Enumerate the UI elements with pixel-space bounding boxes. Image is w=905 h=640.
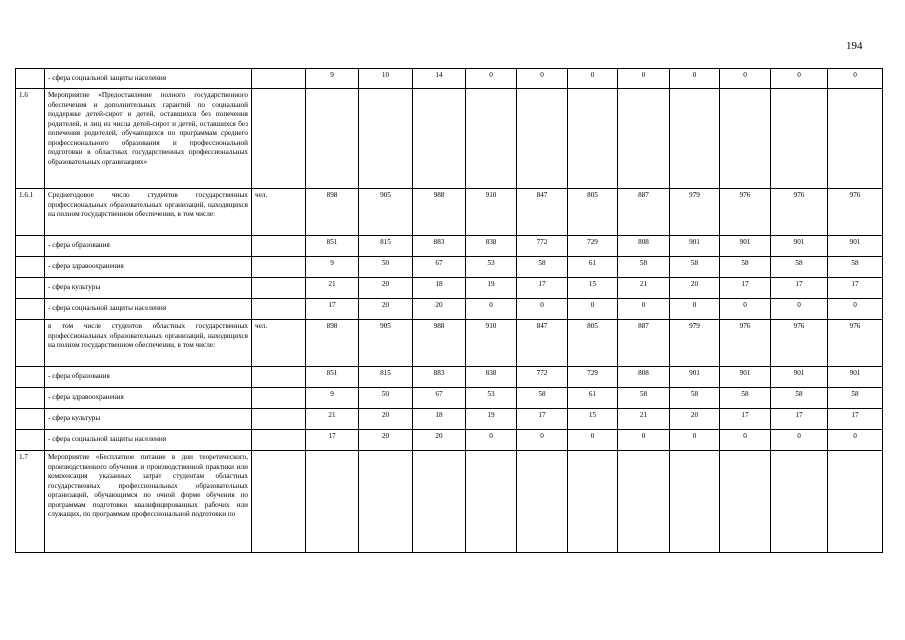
value-cell: 67	[413, 388, 466, 409]
value-cell: 988	[413, 320, 466, 367]
value-cell: 976	[771, 320, 828, 367]
value-cell: 20	[413, 299, 466, 320]
value-cell: 0	[568, 69, 618, 89]
value-cell: 838	[466, 236, 517, 257]
value-cell: 17	[771, 409, 828, 430]
row-unit-cell	[252, 278, 306, 299]
value-cell: 0	[517, 299, 568, 320]
value-cell: 0	[670, 430, 720, 451]
value-cell: 847	[517, 189, 568, 236]
value-cell: 0	[466, 430, 517, 451]
row-code-cell	[16, 409, 45, 430]
value-cell: 901	[771, 367, 828, 388]
value-cell: 58	[670, 388, 720, 409]
row-code-cell	[16, 299, 45, 320]
row-description-cell: Среднегодовое число студентов государственных профессиональных образовательных организаций, находящихся на полном государственном обеспечении, в том числе:	[45, 189, 252, 236]
value-cell: 901	[828, 367, 883, 388]
value-cell: 20	[670, 409, 720, 430]
value-cell	[466, 89, 517, 189]
value-cell: 910	[466, 189, 517, 236]
value-cell: 729	[568, 236, 618, 257]
value-cell: 17	[306, 430, 359, 451]
table-row	[16, 299, 883, 320]
table-row	[16, 257, 883, 278]
value-cell	[670, 89, 720, 189]
row-description-cell: - сфера социальной защиты населения	[45, 430, 252, 451]
table-row	[16, 236, 883, 257]
value-cell: 898	[306, 320, 359, 367]
value-cell: 979	[670, 189, 720, 236]
value-cell	[670, 451, 720, 553]
value-cell: 17	[720, 278, 771, 299]
value-cell: 905	[359, 189, 413, 236]
table-row	[16, 320, 883, 367]
page-number: 194	[846, 40, 863, 52]
value-cell: 21	[618, 409, 670, 430]
budget-indicators-table	[15, 68, 883, 553]
row-description-cell: - сфера образования	[45, 236, 252, 257]
row-unit-cell: чел.	[252, 320, 306, 367]
value-cell: 20	[359, 430, 413, 451]
value-cell: 67	[413, 257, 466, 278]
row-unit-cell	[252, 451, 306, 553]
value-cell: 883	[413, 367, 466, 388]
value-cell: 901	[720, 367, 771, 388]
value-cell: 0	[568, 299, 618, 320]
row-code-cell	[16, 388, 45, 409]
value-cell: 0	[828, 69, 883, 89]
row-unit-cell	[252, 299, 306, 320]
row-code-cell	[16, 367, 45, 388]
value-cell: 901	[771, 236, 828, 257]
value-cell: 20	[359, 299, 413, 320]
value-cell: 887	[618, 320, 670, 367]
value-cell: 9	[306, 257, 359, 278]
value-cell: 0	[517, 69, 568, 89]
value-cell	[828, 89, 883, 189]
row-description-cell: - сфера культуры	[45, 278, 252, 299]
value-cell: 58	[828, 388, 883, 409]
value-cell: 58	[828, 257, 883, 278]
value-cell: 53	[466, 388, 517, 409]
value-cell: 0	[720, 69, 771, 89]
row-unit-cell	[252, 388, 306, 409]
value-cell: 0	[466, 69, 517, 89]
value-cell: 14	[413, 69, 466, 89]
row-description-cell: - сфера культуры	[45, 409, 252, 430]
value-cell: 15	[568, 278, 618, 299]
value-cell: 851	[306, 236, 359, 257]
value-cell: 805	[568, 320, 618, 367]
row-code-cell	[16, 430, 45, 451]
value-cell: 19	[466, 409, 517, 430]
value-cell: 883	[413, 236, 466, 257]
value-cell: 898	[306, 189, 359, 236]
value-cell: 10	[359, 69, 413, 89]
value-cell: 21	[618, 278, 670, 299]
row-code-cell: 1.7	[16, 451, 45, 553]
value-cell: 0	[517, 430, 568, 451]
value-cell: 9	[306, 69, 359, 89]
value-cell	[828, 451, 883, 553]
value-cell: 729	[568, 367, 618, 388]
value-cell: 808	[618, 236, 670, 257]
value-cell: 21	[306, 409, 359, 430]
value-cell: 61	[568, 388, 618, 409]
value-cell: 976	[771, 189, 828, 236]
table-row	[16, 388, 883, 409]
value-cell	[771, 451, 828, 553]
value-cell: 0	[568, 430, 618, 451]
value-cell: 815	[359, 367, 413, 388]
value-cell: 20	[670, 278, 720, 299]
row-description-cell: Мероприятие «Бесплатное питание в дни теоретического, производственного обучения и производственной практики или компенсация указанных затрат студентам областных государственных профессиональных образовательных организаций, обучающимся по очной форме обучения по программам подготовки квалифицированных рабочих или служащих, по программам профессиональной подготовки по	[45, 451, 252, 553]
value-cell: 887	[618, 189, 670, 236]
table-row	[16, 409, 883, 430]
row-code-cell	[16, 69, 45, 89]
value-cell: 0	[670, 299, 720, 320]
row-code-cell: 1.6.1	[16, 189, 45, 236]
value-cell: 901	[670, 367, 720, 388]
value-cell: 50	[359, 257, 413, 278]
value-cell: 58	[618, 257, 670, 278]
table-row	[16, 189, 883, 236]
table-row	[16, 278, 883, 299]
value-cell: 0	[771, 299, 828, 320]
row-description-cell: - сфера здравоохранения	[45, 388, 252, 409]
value-cell: 0	[720, 299, 771, 320]
value-cell: 901	[828, 236, 883, 257]
value-cell: 0	[670, 69, 720, 89]
row-code-cell	[16, 278, 45, 299]
value-cell: 21	[306, 278, 359, 299]
value-cell	[306, 89, 359, 189]
value-cell: 58	[720, 257, 771, 278]
value-cell: 17	[828, 409, 883, 430]
value-cell	[568, 89, 618, 189]
value-cell: 0	[828, 430, 883, 451]
row-description-cell: в том числе студентов областных государственных профессиональных образовательных организаций, находящихся на полном государственном обеспечении, в том числе:	[45, 320, 252, 367]
value-cell: 53	[466, 257, 517, 278]
value-cell	[517, 451, 568, 553]
value-cell: 58	[517, 257, 568, 278]
table-row	[16, 69, 883, 89]
row-code-cell	[16, 236, 45, 257]
row-description-cell: - сфера здравоохранения	[45, 257, 252, 278]
value-cell: 18	[413, 409, 466, 430]
value-cell: 805	[568, 189, 618, 236]
value-cell: 772	[517, 367, 568, 388]
value-cell: 905	[359, 320, 413, 367]
value-cell: 20	[359, 409, 413, 430]
value-cell: 17	[517, 409, 568, 430]
row-unit-cell: чел.	[252, 189, 306, 236]
value-cell: 976	[720, 189, 771, 236]
value-cell: 17	[771, 278, 828, 299]
value-cell: 0	[771, 430, 828, 451]
value-cell: 976	[828, 189, 883, 236]
row-code-cell	[16, 320, 45, 367]
value-cell	[568, 451, 618, 553]
value-cell: 58	[771, 257, 828, 278]
value-cell: 17	[720, 409, 771, 430]
row-unit-cell	[252, 367, 306, 388]
value-cell: 0	[771, 69, 828, 89]
value-cell: 976	[720, 320, 771, 367]
value-cell	[517, 89, 568, 189]
value-cell: 58	[720, 388, 771, 409]
value-cell	[720, 89, 771, 189]
row-unit-cell	[252, 430, 306, 451]
value-cell: 0	[618, 69, 670, 89]
value-cell	[413, 451, 466, 553]
value-cell	[466, 451, 517, 553]
row-description-cell: Мероприятие «Предоставление полного государственного обеспечения и дополнительных гарантий по социальной поддержке детей-сирот и детей, оставшихся без попечения родителей, и лиц из числа детей-сирот и детей, оставшихся без попечения родителей, обучающихся по программам среднего профессионального образования и профессиональной подготовки в областных государственных профессиональных образовательных организациях»	[45, 89, 252, 189]
value-cell: 976	[828, 320, 883, 367]
row-unit-cell	[252, 69, 306, 89]
table-row	[16, 367, 883, 388]
value-cell: 0	[618, 430, 670, 451]
value-cell	[618, 451, 670, 553]
value-cell: 0	[618, 299, 670, 320]
value-cell	[306, 451, 359, 553]
value-cell: 17	[306, 299, 359, 320]
row-description-cell: - сфера образования	[45, 367, 252, 388]
value-cell: 61	[568, 257, 618, 278]
value-cell: 815	[359, 236, 413, 257]
value-cell: 901	[670, 236, 720, 257]
value-cell: 979	[670, 320, 720, 367]
value-cell: 0	[466, 299, 517, 320]
row-code-cell	[16, 257, 45, 278]
table-row	[16, 89, 883, 189]
row-code-cell: 1.6	[16, 89, 45, 189]
row-description-cell: - сфера социальной защиты населения	[45, 299, 252, 320]
value-cell: 901	[720, 236, 771, 257]
value-cell: 988	[413, 189, 466, 236]
value-cell: 58	[670, 257, 720, 278]
row-unit-cell	[252, 409, 306, 430]
value-cell	[359, 451, 413, 553]
table-row	[16, 451, 883, 553]
row-unit-cell	[252, 236, 306, 257]
value-cell: 58	[618, 388, 670, 409]
value-cell: 18	[413, 278, 466, 299]
value-cell	[618, 89, 670, 189]
value-cell: 20	[359, 278, 413, 299]
value-cell	[771, 89, 828, 189]
value-cell: 0	[828, 299, 883, 320]
value-cell: 851	[306, 367, 359, 388]
table-row	[16, 430, 883, 451]
value-cell: 58	[771, 388, 828, 409]
value-cell: 58	[517, 388, 568, 409]
value-cell: 17	[517, 278, 568, 299]
value-cell	[720, 451, 771, 553]
value-cell: 17	[828, 278, 883, 299]
row-description-cell: - сфера социальной защиты населения	[45, 69, 252, 89]
value-cell: 20	[413, 430, 466, 451]
row-unit-cell	[252, 89, 306, 189]
value-cell: 9	[306, 388, 359, 409]
value-cell	[359, 89, 413, 189]
value-cell: 772	[517, 236, 568, 257]
value-cell: 847	[517, 320, 568, 367]
value-cell: 15	[568, 409, 618, 430]
value-cell: 808	[618, 367, 670, 388]
value-cell: 838	[466, 367, 517, 388]
value-cell: 50	[359, 388, 413, 409]
value-cell: 19	[466, 278, 517, 299]
value-cell	[413, 89, 466, 189]
value-cell: 0	[720, 430, 771, 451]
row-unit-cell	[252, 257, 306, 278]
value-cell: 910	[466, 320, 517, 367]
